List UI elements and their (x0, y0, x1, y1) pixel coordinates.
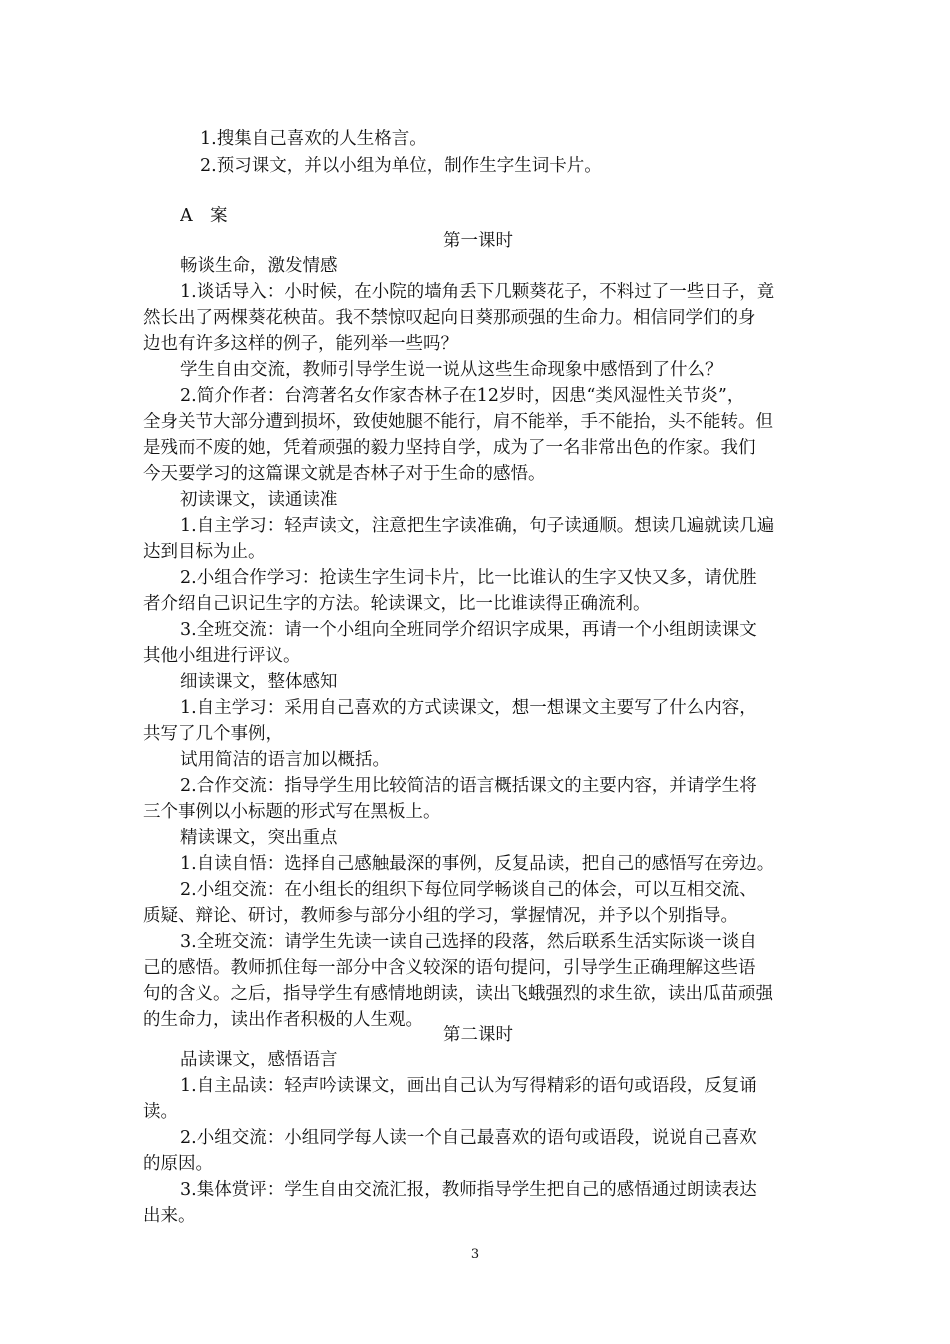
lesson1-title: 第一课时 (443, 231, 513, 251)
paragraph-line: 1.自主学习：采用自己喜欢的方式读课文，想一想课文主要写了什么内容， (180, 698, 757, 718)
lesson2-title: 第二课时 (443, 1025, 513, 1045)
paragraph-line: 的原因。 (143, 1154, 213, 1174)
paragraph-line: 然长出了两棵葵花秧苗。我不禁惊叹起向日葵那顽强的生命力。相信同学们的身 (143, 308, 756, 328)
section-heading: 精读课文，突出重点 (180, 828, 338, 848)
prep-item-2: 2.预习课文，并以小组为单位，制作生字生词卡片。 (200, 156, 602, 176)
paragraph-line: 2.简介作者：台湾著名女作家杏林子在12岁时，因患“类风湿性关节炎”， (180, 386, 745, 406)
paragraph-line: 出来。 (143, 1206, 196, 1226)
page-number: 3 (470, 1247, 480, 1262)
prep-item-1: 1.搜集自己喜欢的人生格言。 (200, 129, 427, 149)
section-heading: 初读课文，读通读准 (180, 490, 338, 510)
paragraph-line: 3.全班交流：请学生先读一读自己选择的段落，然后联系生活实际谈一谈自 (180, 932, 757, 952)
paragraph-line: 是残而不废的她，凭着顽强的毅力坚持自学，成为了一名非常出色的作家。我们 (143, 438, 756, 458)
case-label: A 案 (180, 206, 228, 226)
section-heading: 畅谈生命，激发情感 (180, 256, 338, 276)
paragraph-line: 2.合作交流：指导学生用比较简洁的语言概括课文的主要内容，并请学生将 (180, 776, 757, 796)
paragraph-line: 全身关节大部分遭到损坏，致使她腿不能行，肩不能举，手不能抬，头不能转。但 (143, 412, 773, 432)
paragraph-line: 达到目标为止。 (143, 542, 266, 562)
paragraph-line: 2.小组交流：在小组长的组织下每位同学畅谈自己的体会，可以互相交流、 (180, 880, 757, 900)
paragraph-line: 的生命力，读出作者积极的人生观。 (143, 1010, 423, 1030)
paragraph-line: 共写了几个事例， (143, 724, 283, 744)
paragraph-line: 边也有许多这样的例子，能列举一些吗？ (143, 334, 458, 354)
paragraph-line: 读。 (143, 1102, 178, 1122)
paragraph-line: 三个事例以小标题的形式写在黑板上。 (143, 802, 441, 822)
paragraph-line: 3.集体赏评：学生自由交流汇报，教师指导学生把自己的感悟通过朗读表达 (180, 1180, 757, 1200)
paragraph-line: 1.自读自悟：选择自己感触最深的事例，反复品读，把自己的感悟写在旁边。 (180, 854, 775, 874)
paragraph-line: 今天要学习的这篇课文就是杏林子对于生命的感悟。 (143, 464, 546, 484)
paragraph-line: 质疑、辩论、研讨，教师参与部分小组的学习，掌握情况，并予以个别指导。 (143, 906, 738, 926)
section-heading: 品读课文，感悟语言 (180, 1050, 338, 1070)
paragraph-line: 己的感悟。教师抓住每一部分中含义较深的语句提问，引导学生正确理解这些语 (143, 958, 756, 978)
paragraph-line: 者介绍自己识记生字的方法。轮读课文，比一比谁读得正确流利。 (143, 594, 651, 614)
paragraph-line: 3.全班交流：请一个小组向全班同学介绍识字成果，再请一个小组朗读课文 (180, 620, 757, 640)
paragraph-line: 2.小组合作学习：抢读生字生词卡片，比一比谁认的生字又快又多，请优胜 (180, 568, 757, 588)
paragraph-line: 1.自主品读：轻声吟读课文，画出自己认为写得精彩的语句或语段，反复诵 (180, 1076, 757, 1096)
paragraph-line: 其他小组进行评议。 (143, 646, 301, 666)
section-heading: 细读课文，整体感知 (180, 672, 338, 692)
paragraph-line: 试用简洁的语言加以概括。 (180, 750, 390, 770)
paragraph-line: 学生自由交流，教师引导学生说一说从这些生命现象中感悟到了什么？ (180, 360, 723, 380)
paragraph-line: 1.自主学习：轻声读文，注意把生字读准确，句子读通顺。想读几遍就读几遍 (180, 516, 775, 536)
paragraph-line: 1.谈话导入：小时候，在小院的墙角丢下几颗葵花子，不料过了一些日子，竟 (180, 282, 775, 302)
paragraph-line: 句的含义。之后，指导学生有感情地朗读，读出飞蛾强烈的求生欲，读出瓜苗顽强 (143, 984, 773, 1004)
paragraph-line: 2.小组交流：小组同学每人读一个自己最喜欢的语句或语段，说说自己喜欢 (180, 1128, 757, 1148)
